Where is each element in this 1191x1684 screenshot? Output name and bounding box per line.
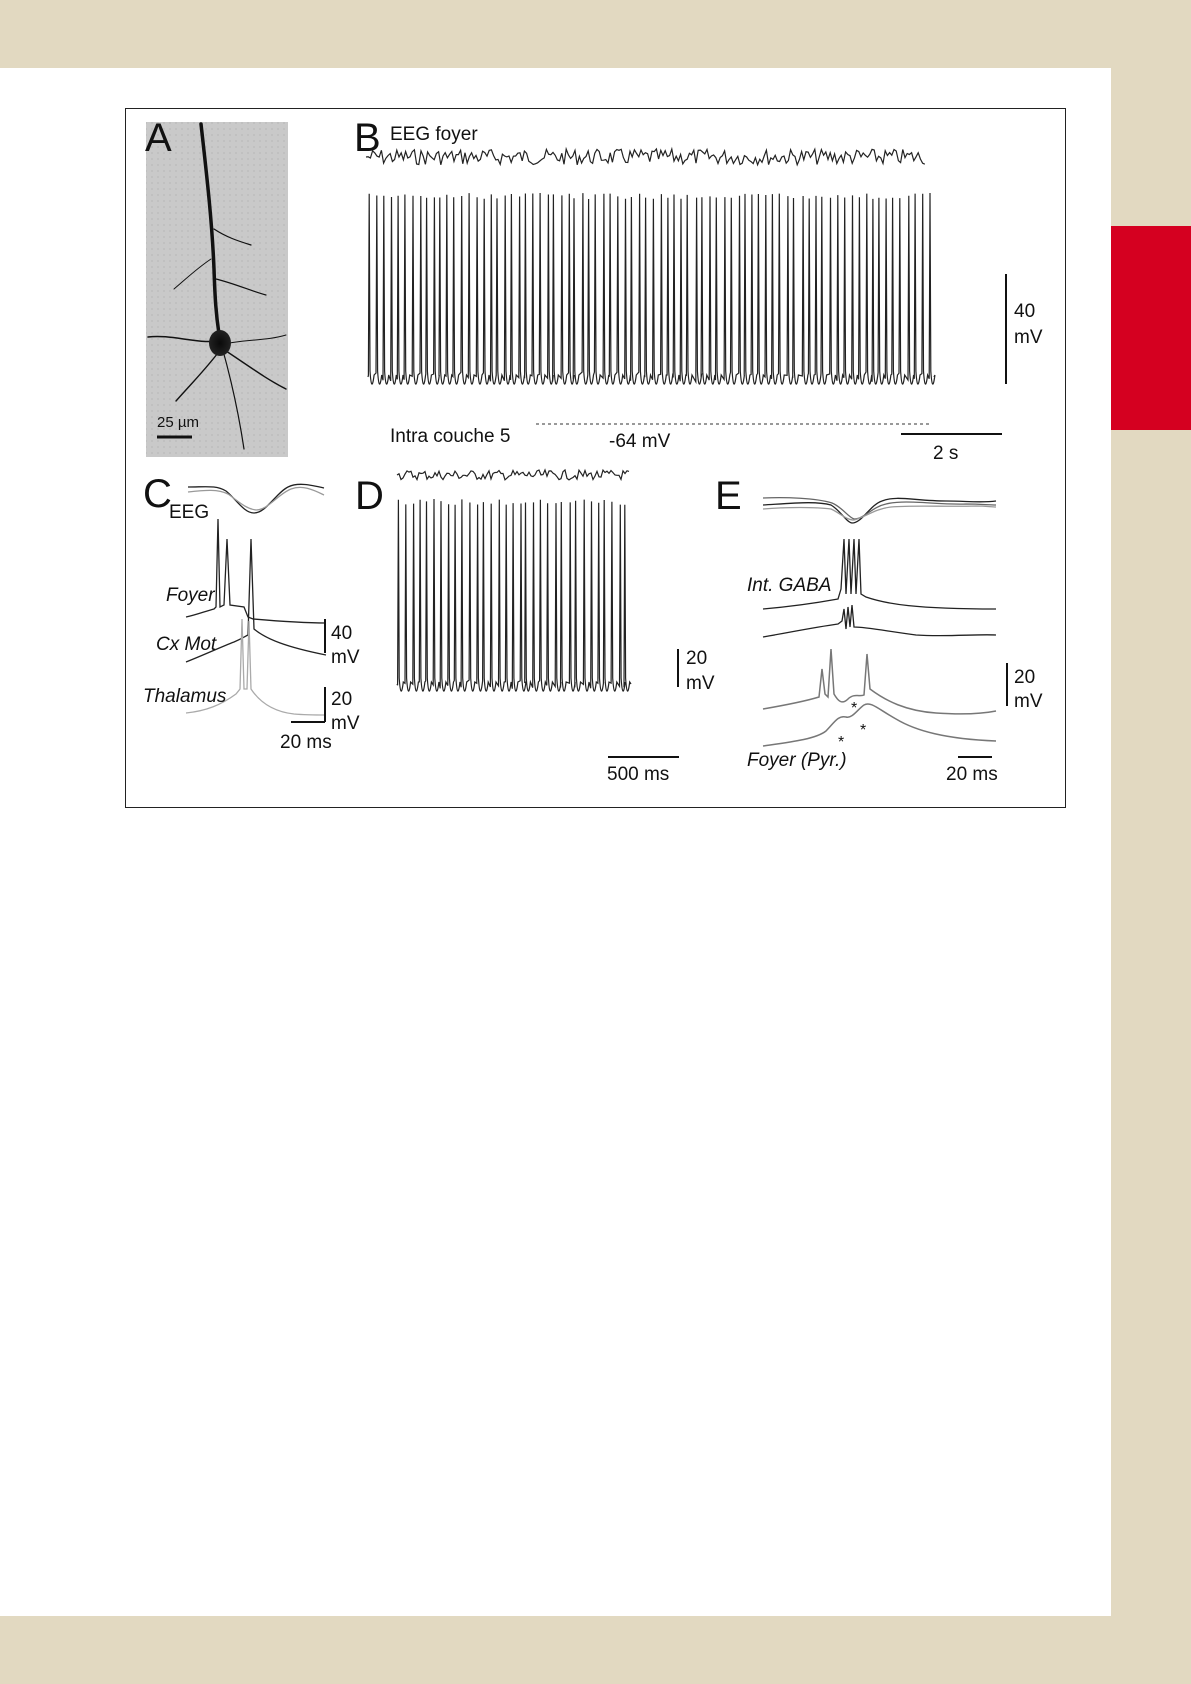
panel-e (715, 474, 1043, 785)
panel-d-scale-v-unit: mV (686, 673, 715, 694)
panel-a (145, 116, 288, 457)
panel-b (354, 116, 1043, 464)
panel-e-eeg-trace-3 (763, 506, 996, 520)
panel-c-scale1-unit: mV (331, 647, 360, 668)
panel-e-letter: E (715, 474, 742, 518)
figure-svg (126, 109, 1065, 807)
panel-e-pyr-trace-1 (763, 649, 996, 714)
panel-b-baseline-label: -64 mV (609, 431, 671, 452)
panel-b-scale-v-value: 40 (1014, 301, 1036, 322)
panel-e-foyer-label: Foyer (Pyr.) (747, 750, 847, 771)
panel-b-letter: B (354, 116, 381, 160)
panel-c-scale1-value: 40 (331, 623, 353, 644)
panel-e-pyr-trace-2 (763, 704, 996, 746)
panel-b-intra-trace (368, 193, 935, 384)
panel-e-scale-v-value: 20 (1014, 667, 1036, 688)
panel-c-foyer-trace (186, 519, 326, 623)
panel-e-eeg-trace-1 (763, 498, 996, 523)
panel-c-scale2-value: 20 (331, 689, 353, 710)
panel-e-asterisk-2: * (860, 722, 867, 739)
panel-b-eeg-trace (366, 149, 925, 165)
panel-e-gaba-label: Int. GABA (747, 575, 832, 596)
panel-e-gaba-trace-1 (763, 539, 996, 609)
panel-c-scale2-unit: mV (331, 713, 360, 734)
panel-d-scale-t-label: 500 ms (607, 764, 670, 785)
panel-b-intra-label: Intra couche 5 (390, 426, 511, 447)
panel-b-scale-t-label: 2 s (933, 443, 959, 464)
panel-e-asterisk-3: * (838, 734, 845, 751)
panel-a-letter: A (145, 116, 172, 160)
micrograph (146, 122, 288, 457)
panel-c-eeg-sub: EEG (169, 502, 210, 523)
panel-e-scale-v-unit: mV (1014, 691, 1043, 712)
panel-d-intra-trace (397, 499, 631, 691)
panel-a-scale-label: 25 µm (157, 414, 199, 431)
panel-d-letter: D (355, 474, 384, 518)
panel-c-thalamus-label: Thalamus (143, 686, 227, 707)
panel-c-cxmot-label: Cx Mot (156, 634, 217, 655)
panel-c-foyer-label: Foyer (166, 585, 215, 606)
panel-c (143, 472, 360, 753)
panel-c-scale-t-label: 20 ms (280, 732, 332, 753)
soma (209, 330, 231, 356)
panel-b-scale-v-unit: mV (1014, 327, 1043, 348)
panel-e-asterisk-1: * (851, 700, 858, 717)
panel-e-scale-t-label: 20 ms (946, 764, 998, 785)
figure-frame (125, 108, 1066, 808)
panel-d (355, 470, 715, 785)
side-tab (1111, 226, 1191, 430)
panel-e-gaba-trace-2 (763, 605, 996, 637)
panel-b-eeg-label: EEG foyer (390, 124, 478, 145)
panel-d-scale-v-value: 20 (686, 648, 708, 669)
panel-d-eeg-trace (397, 470, 629, 480)
panel-c-letter: C (143, 472, 172, 516)
